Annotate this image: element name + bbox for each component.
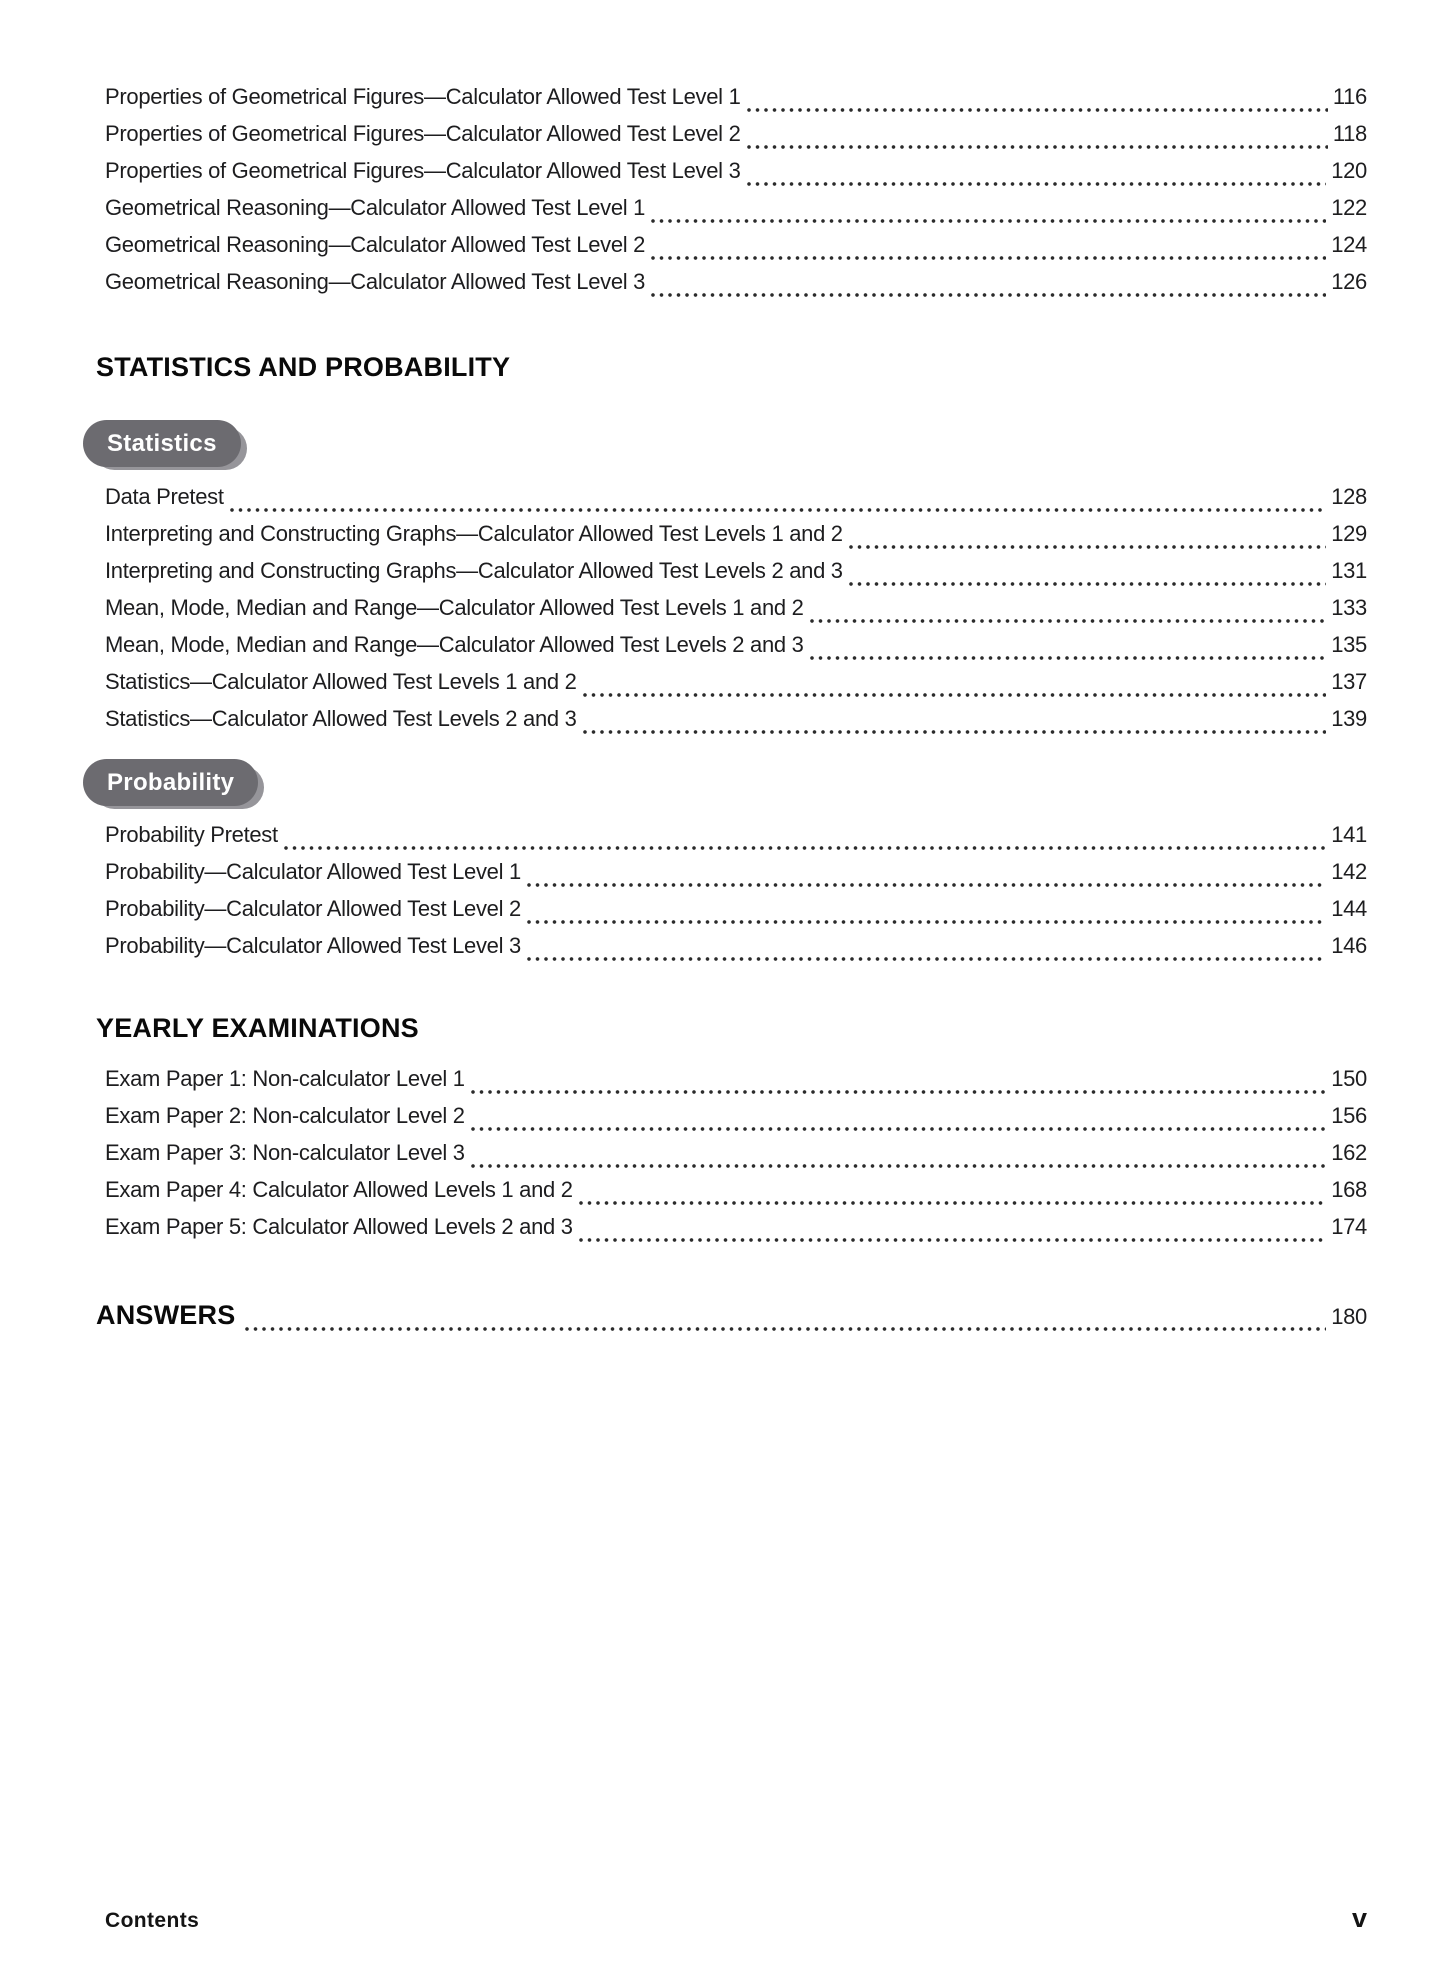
toc-entry-page: 150	[1331, 1066, 1367, 1091]
toc-entry	[96, 933, 1367, 970]
dot-leader	[525, 933, 1326, 970]
dot-leader	[745, 158, 1327, 195]
answers-entry	[96, 1300, 1367, 1340]
toc-entry	[96, 232, 1367, 269]
dot-leader	[808, 595, 1327, 632]
footer	[105, 1903, 1367, 1934]
dot-leader	[847, 558, 1326, 595]
toc-entry	[96, 84, 1367, 121]
dot-leader	[525, 859, 1326, 896]
toc-entry-page: 126	[1331, 269, 1367, 294]
dot-leader	[649, 269, 1326, 306]
dot-leader	[649, 195, 1326, 232]
toc-entry	[96, 1066, 1367, 1103]
dot-leader	[745, 84, 1328, 121]
toc-entry-page: 144	[1331, 896, 1367, 921]
toc-entry-page: 116	[1332, 84, 1367, 109]
toc-entry-title: Geometrical Reasoning—Calculator Allowed Test Level 1	[105, 195, 646, 220]
probability-badge: Probability	[83, 759, 258, 806]
toc-entry-page: 133	[1331, 595, 1367, 620]
toc-entry-title: Probability—Calculator Allowed Test Level 1	[105, 859, 521, 884]
toc-entry-title: Geometrical Reasoning—Calculator Allowed Test Level 3	[105, 269, 646, 294]
toc-entry-page: 174	[1331, 1214, 1367, 1239]
statistics-badge: Statistics	[83, 420, 241, 467]
toc-entry-title: Interpreting and Constructing Graphs—Calculator Allowed Test Levels 2 and 3	[105, 558, 843, 583]
toc-entry-page: 120	[1331, 158, 1367, 183]
toc-entry	[96, 632, 1367, 669]
toc-entry-title: Mean, Mode, Median and Range—Calculator Allowed Test Levels 1 and 2	[105, 595, 804, 620]
dot-leader	[228, 484, 1327, 521]
toc-entry-page: 142	[1331, 859, 1367, 884]
toc-entry-title: Exam Paper 1: Non-calculator Level 1	[105, 1066, 465, 1091]
answers-title: ANSWERS	[96, 1300, 236, 1330]
dot-leader	[469, 1140, 1326, 1177]
toc-entry-title: Exam Paper 5: Calculator Allowed Levels 2 and 3	[105, 1214, 573, 1239]
toc-entry-page: 129	[1331, 521, 1367, 546]
toc-entry	[96, 1140, 1367, 1177]
toc-entry	[96, 484, 1367, 521]
toc-entry-page: 139	[1331, 706, 1367, 731]
dot-leader	[808, 632, 1327, 669]
toc-entry-page: 118	[1332, 121, 1367, 146]
dot-leader	[581, 669, 1327, 706]
toc-entry-title: Statistics—Calculator Allowed Test Levels 2 and 3	[105, 706, 577, 731]
toc-entry-title: Statistics—Calculator Allowed Test Levels 1 and 2	[105, 669, 577, 694]
toc-entry	[96, 521, 1367, 558]
dot-leader	[577, 1177, 1326, 1214]
toc-entry-page: 162	[1331, 1140, 1367, 1165]
toc-entry	[96, 1103, 1367, 1140]
toc-entry-title: Exam Paper 3: Non-calculator Level 3	[105, 1140, 465, 1165]
toc-entry-page: 168	[1331, 1177, 1367, 1202]
probability-entries-list	[96, 822, 1367, 970]
toc-entry-title: Probability—Calculator Allowed Test Level 3	[105, 933, 521, 958]
dot-leader	[469, 1103, 1326, 1140]
toc-entry	[96, 595, 1367, 632]
toc-entry	[96, 1214, 1367, 1251]
dot-leader	[243, 1300, 1326, 1340]
toc-entry	[96, 158, 1367, 195]
toc-entry-title: Probability Pretest	[105, 822, 278, 847]
answers-page: 180	[1331, 1304, 1367, 1329]
toc-entry-page: 137	[1331, 669, 1367, 694]
toc-entry-page: 131	[1331, 558, 1367, 583]
toc-entry	[96, 558, 1367, 595]
toc-entry-page: 141	[1331, 822, 1367, 847]
dot-leader	[577, 1214, 1326, 1251]
geometry-entries-list	[96, 84, 1367, 306]
toc-entry	[96, 859, 1367, 896]
toc-entry-title: Probability—Calculator Allowed Test Level 2	[105, 896, 521, 921]
section-heading-statistics-and-probability: STATISTICS AND PROBABILITY	[96, 352, 511, 382]
toc-entry	[96, 269, 1367, 306]
dot-leader	[847, 521, 1326, 558]
dot-leader	[649, 232, 1326, 269]
toc-entry-page: 135	[1331, 632, 1367, 657]
toc-entry-title: Properties of Geometrical Figures—Calculator Allowed Test Level 2	[105, 121, 741, 146]
statistics-entries-list	[96, 484, 1367, 743]
toc-entry-title: Data Pretest	[105, 484, 224, 509]
toc-entry-title: Interpreting and Constructing Graphs—Calculator Allowed Test Levels 1 and 2	[105, 521, 843, 546]
dot-leader	[581, 706, 1327, 743]
toc-entry-title: Exam Paper 4: Calculator Allowed Levels 1 and 2	[105, 1177, 573, 1202]
toc-entry-page: 156	[1331, 1103, 1367, 1128]
toc-entry-title: Exam Paper 2: Non-calculator Level 2	[105, 1103, 465, 1128]
toc-entry-title: Properties of Geometrical Figures—Calculator Allowed Test Level 1	[105, 84, 741, 109]
toc-entry	[96, 121, 1367, 158]
toc-entry-title: Mean, Mode, Median and Range—Calculator Allowed Test Levels 2 and 3	[105, 632, 804, 657]
dot-leader	[525, 896, 1326, 933]
section-heading-yearly-examinations: YEARLY EXAMINATIONS	[96, 1013, 419, 1043]
toc-entry	[96, 896, 1367, 933]
dot-leader	[469, 1066, 1326, 1103]
toc-entry	[96, 822, 1367, 859]
dot-leader	[282, 822, 1326, 859]
toc-entry	[96, 669, 1367, 706]
toc-entry	[96, 1177, 1367, 1214]
footer-page-number: v	[1351, 1903, 1367, 1933]
footer-contents-label: Contents	[105, 1909, 200, 1932]
toc-entry	[96, 706, 1367, 743]
toc-entry-title: Geometrical Reasoning—Calculator Allowed Test Level 2	[105, 232, 646, 257]
toc-entry-page: 128	[1331, 484, 1367, 509]
toc-entry-title: Properties of Geometrical Figures—Calculator Allowed Test Level 3	[105, 158, 741, 183]
exam-papers-entries-list	[96, 1066, 1367, 1251]
toc-entry-page: 122	[1331, 195, 1367, 220]
toc-entry-page: 124	[1331, 232, 1367, 257]
toc-entry-page: 146	[1331, 933, 1367, 958]
dot-leader	[745, 121, 1328, 158]
toc-entry	[96, 195, 1367, 232]
